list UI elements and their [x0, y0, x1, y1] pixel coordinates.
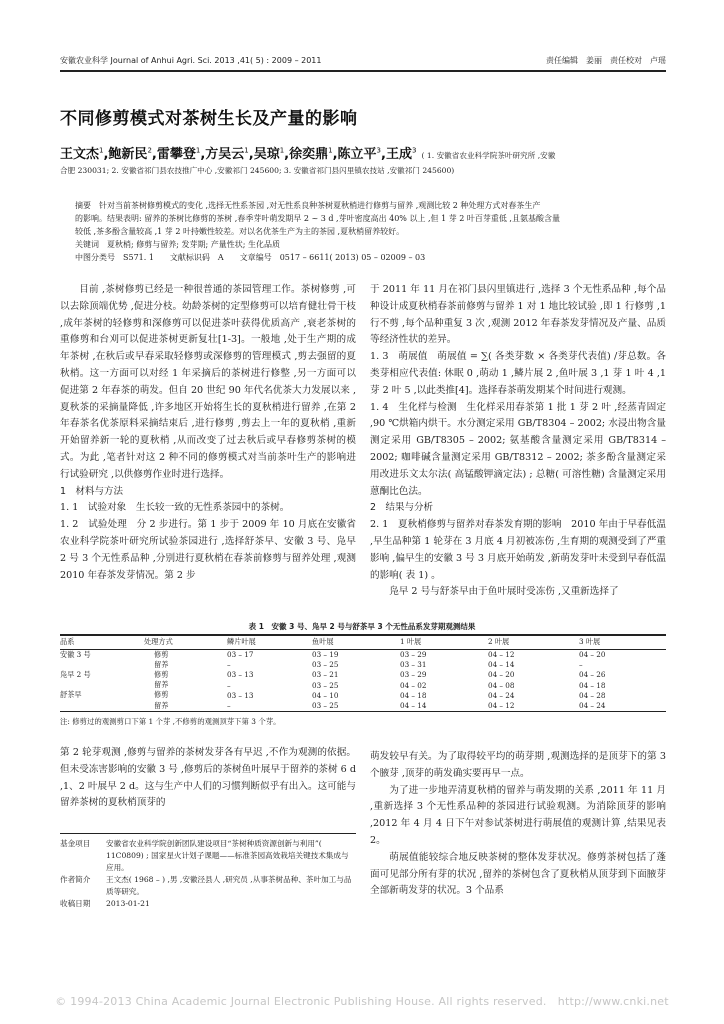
table-cell [60, 680, 144, 690]
footnote-rule [60, 833, 356, 834]
paragraph: 凫早 2 号与舒茶早由于鱼叶展时受冻伤 ,又重新选择了 [389, 586, 619, 598]
affiliation-start: ( 1. 安徽省农业科学院茶叶研究所 ,安徽 [421, 151, 556, 160]
table-header-cell: 品系 [60, 636, 144, 650]
table-row [60, 660, 666, 670]
table-cell: 03 – 21 [312, 670, 339, 680]
table-cell: – [227, 660, 231, 670]
table-cell: 舒茶早 [60, 690, 82, 700]
running-header-editors: 责任编辑 姜丽 责任校对 卢瑶 [546, 56, 666, 65]
table-header-cell: 3 叶展 [579, 636, 666, 650]
table-header-cell: 2 叶展 [488, 636, 579, 650]
table-bottom-rule [60, 711, 666, 713]
table-cell: 04 – 10 [312, 690, 339, 700]
paragraph: 1. 2 试验处理 分 2 步进行。第 1 步于 2009 年 10 月底在安徽省农业科学院茶叶研究所试验茶园进行 ,选择舒茶早、安徽 3 号、凫早 2 号 3 个无性系品种 ,分别进行夏秋梢在春茶前修剪与留养处理 ,观测 2010 年春茶发芽情况。第 2 步 [60, 519, 356, 581]
table-cell: 03 – 25 [312, 701, 339, 711]
table-cell: 04 – 12 [488, 701, 515, 711]
paragraph: 萌展值能较综合地反映茶树的整体发芽状况。修剪茶树包括了蓬面可见部分所有芽的状况 ,留养的茶树包含了夏秋梢从顶芽到下面腋芽全部新萌发芽的状况。3 个品系 [370, 851, 666, 897]
footnote-text: 安徽省农业科学院创新团队建设项目“茶树种质资源创新与利用”( 11C0809) ; 国家星火计划子课题——标准茶园高效栽培关键技术集成与应用。 [106, 839, 349, 872]
author-affiliation-marker: 1 [279, 146, 285, 155]
author-affiliation-marker: 3 [376, 146, 382, 155]
table-row [60, 670, 666, 680]
table-cell: 修剪 [154, 690, 169, 700]
table-cell: 03 – 17 [227, 650, 254, 660]
paragraph: 于 2011 年 11 月在祁门县闪里镇进行 ,选择 3 个无性系品种 ,每个品种设计成夏秋梢春茶前修剪与留养 1 对 1 地比较试验 ,即 1 行修剪 ,1 行不剪 ,每个品种重复 3 次 ,观测 2012 年春茶发芽情况及产量、品质等经济性状的差异。 [370, 284, 666, 346]
footnote-item [60, 838, 356, 874]
table-cell: 03 – 29 [400, 650, 427, 660]
table-cell: 04 – 18 [400, 690, 427, 700]
abstract [75, 199, 665, 264]
abstract-line: 的影响。结果表明: 留养的茶树比修剪的茶树 ,春季芽叶萌发期早 2 ~ 3 d ,芽叶密度高出 40% 以上 ,但 1 芽 2 叶百芽重低 ,且氨基酸含量 [75, 214, 560, 223]
paragraph: 第 2 轮芽观测 ,修剪与留养的茶树发芽各有早迟 ,不作为观测的依据。但未受冻害影响的安徽 3 号 ,修剪后的茶树鱼叶展早于留养的茶树 6 d ,1、2 叶展早 2 d。这与生产中人们的习惯判断似乎有出入。这可能与留养茶树的夏秋梢顶芽的 [60, 747, 356, 809]
running-header-journal: 安徽农业科学 Journal of Anhui Agri. Sci. 2013 ,41( 5) : 2009 – 2011 [60, 56, 322, 65]
author-affiliation-marker: 1 [328, 146, 333, 155]
author-name: ,王成 [381, 147, 412, 162]
author-name: ,徐奕鼎 [284, 147, 329, 162]
author-list [60, 147, 416, 162]
table-cell: 04 – 24 [488, 690, 515, 700]
affiliation-line: 合肥 230031; 2. 安徽省祁门县农技推广中心 ,安徽祁门 245600; 3. 安徽省祁门县闪里镇农技站 ,安徽祁门 245600) [60, 166, 455, 175]
footnote-item [60, 874, 356, 898]
author-affiliation-marker: 1 [99, 146, 104, 155]
body-right-bottom [370, 749, 666, 900]
article-title: 不同修剪模式对茶树生长及产量的影响 [60, 109, 358, 129]
table-cell: 留养 [154, 700, 169, 710]
table-cell: 留养 [154, 659, 169, 669]
footnote-text: 王文杰( 1968 – ) ,男 ,安徽泾县人 ,研究员 ,从事茶树品种、茶叶加工与品质等研究。 [106, 875, 352, 896]
table-cell: 03 – 25 [312, 660, 339, 670]
table-row [60, 700, 666, 710]
table-header-cell: 鳞片叶展 [227, 636, 312, 650]
paragraph: 1. 3 萌展值 萌展值 = ∑( 各类芽数 × 各类芽代表值) /芽总数。各类芽相应代表值: 休眠 0 ,萌动 1 ,鳞片展 2 ,鱼叶展 3 ,1 芽 1 叶 4 ,1 芽 2 叶 5 ,以此类推[4]。选择春茶萌发期某个时间进行观测。 [370, 351, 666, 396]
footnote-text: 2013-01-21 [106, 899, 150, 908]
footnote-label: 基金项目 [60, 839, 91, 848]
table-cell: – [227, 680, 231, 690]
table-cell: 04 – 14 [400, 701, 427, 711]
footnote-label: 收稿日期 [60, 899, 91, 908]
table-row [60, 680, 666, 690]
author-affiliation-marker: 2 [147, 146, 152, 155]
author-name: ,雷攀登 [151, 147, 196, 162]
keywords: 关键词 夏秋梢; 修剪与留养; 发芽期; 产量性状; 生化品质 [75, 240, 280, 249]
body-right-column [370, 282, 666, 601]
author-name: ,鲍新民 [103, 147, 148, 162]
section-heading: 2 结果与分析 [370, 502, 434, 514]
table-header-cell: 1 叶展 [400, 636, 488, 650]
table-cell: 安徽 3 号 [60, 649, 91, 659]
paragraph: 目前 ,茶树修剪已经是一种很普通的茶园管理工作。茶树修剪 ,可以去除顶端优势 ,促进分枝。幼龄茶树的定型修剪可以培育健壮骨干枝 ,成年茶树的轻修剪和深修剪可以促进茶叶获得优质高产 ,衰老茶树的重修剪和台刈可以促进茶树更新复壮[1-3]。一般地 ,处于生产期的成年茶树 ,在秋后或早春采取轻修剪或深修剪的管理模式 ,剪去强留的夏秋梢。这一方面可以对经 1 年采摘后的茶树进行修整 ,另一方面可以促进第 2 年春茶的萌发。但自 20 世纪 90 年代名优茶大力发展以来 ,夏秋茶的采摘量降低 ,许多地区开始将生长的夏秋梢进行留养 ,在第 2 年春茶名优茶原料采摘结束后 ,进行修剪 ,剪去上一年的夏秋梢 ,重新开始留养新一轮的夏秋梢 ,从而改变了过去秋后或早春修剪茶树的模式。为此 ,笔者针对这 2 种不同的修剪模式对当前茶叶生产的影响进行试验研究 ,以供修剪作业时进行选择。 [60, 284, 356, 480]
table-cell [60, 660, 144, 670]
paragraph: 为了进一步地弄清夏秋梢的留养与萌发期的关系 ,2011 年 11 月 ,重新选择 3 个无性系品种的茶园进行试验观测。为消除顶芽的影响 ,2012 年 4 月 4 日下午对参试茶树进行萌展值的观测计算 ,结果见表 2。 [370, 784, 666, 846]
table-cell: 03 – 19 [312, 650, 339, 660]
table-cell: 03 – 13 [227, 670, 254, 680]
author-affiliation-marker: 1 [244, 146, 249, 155]
table-cell: 03 – 29 [400, 670, 427, 680]
table-cell: 03 – 13 [227, 690, 254, 700]
author-affiliation-marker: 1 [195, 146, 201, 155]
table-cell: 04 – 24 [579, 701, 606, 711]
paragraph: 1. 4 生化样与检测 生化样采用春茶第 1 批 1 芽 2 叶 ,经蒸青固定 ,90 ℃烘箱内烘干。水分测定采用 GB/T8304 – 2002; 水浸出物含量测定采用 GB/T8305 – 2002; 氨基酸含量测定采用 GB/T8314 – 2002; 咖啡碱含量测定采用 GB/T8312 – 2002; 茶多酚含量测定采用改进乐文太尔法( 高锰酸钾滴定法) ; 总糖( 可溶性糖) 含量测定采用蒽酮比色法。 [370, 401, 666, 497]
body-left-bottom [60, 745, 356, 812]
paragraph: 1. 1 试验对象 生长较一致的无性系茶园中的茶树。 [60, 502, 290, 514]
table-note: 注: 修剪过的观测剪口下第 1 个芽 ,不修剪的观测顶芽下第 3 个芽。 [60, 717, 281, 727]
table-cell: 04 – 18 [579, 680, 606, 690]
header-rule [60, 70, 666, 72]
table-cell: 修剪 [154, 649, 169, 659]
table-row [60, 690, 666, 700]
author-name: ,方吴云 [200, 147, 245, 162]
table-cell: 留养 [154, 680, 169, 690]
table-cell: 04 – 20 [579, 650, 606, 660]
table-cell: 03 – 25 [312, 680, 339, 690]
author-name: 王文杰 [60, 147, 100, 162]
footnote-label: 作者简介 [60, 875, 91, 884]
section-heading: 1 材料与方法 [60, 485, 124, 497]
table-cell: 04 – 12 [488, 650, 515, 660]
author-affiliation-marker: 3 [411, 146, 417, 155]
table-cell: 04 – 08 [488, 680, 515, 690]
table-header-cell: 鱼叶展 [312, 636, 400, 650]
table-cell [60, 700, 144, 710]
author-name: ,陈立平 [332, 147, 377, 162]
table-header-row [60, 636, 666, 650]
author-line [60, 143, 555, 162]
author-name: ,吴琼 [248, 147, 280, 162]
abstract-line: 较低 ,茶多酚含量较高 ,1 芽 2 叶持嫩性较差。对以名优茶生产为主的茶园 ,夏秋梢留养较好。 [75, 227, 405, 236]
table-cell: 凫早 2 号 [60, 669, 91, 679]
table-cell: 04 – 20 [488, 670, 515, 680]
table-cell: 04 – 02 [400, 680, 427, 690]
table-cell: – [579, 660, 583, 670]
body-left-column [60, 282, 356, 584]
paragraph: 萌发较早有关。为了取得较平均的萌芽期 ,观测选择的是顶芽下的第 3 个腋芽 ,顶芽的萌发确实要再早一点。 [370, 751, 666, 779]
table-header-cell: 处理方式 [144, 636, 227, 650]
classification-numbers: 中图分类号 S571. 1 文献标识码 A 文章编号 0517 – 6611( 2013) 05 – 02009 – 03 [75, 253, 426, 262]
table-cell: 04 – 26 [579, 670, 606, 680]
table-row [60, 649, 666, 660]
footnote-item [60, 898, 356, 910]
abstract-line: 摘要 针对当前茶树修剪模式的变化 ,选择无性系茶园 ,对无性系良种茶树夏秋梢进行修剪与留养 ,观测比较 2 种处理方式对春茶生产 [75, 201, 541, 210]
table-1 [60, 634, 666, 727]
table-cell: 修剪 [154, 669, 169, 679]
footnote-block [60, 838, 356, 910]
table-caption: 表 1 安徽 3 号、凫早 2 号与舒茶早 3 个无性品系发芽期观测结果 [248, 622, 476, 631]
table-cell: 04 – 28 [579, 690, 606, 700]
table-cell: 03 – 31 [400, 660, 427, 670]
paragraph: 2. 1 夏秋梢修剪与留养对春茶发育期的影响 2010 年由于早春低温 ,早生品种第 1 轮芽在 3 月底 4 月初被冻伤 ,生育期的观测受到了严重影响 ,偏早生的安徽 3 号 3 月底开始萌发 ,新萌发芽叶未受到早春低温的影响( 表 1) 。 [370, 519, 666, 581]
table-cell: – [227, 701, 231, 711]
table-cell: 04 – 14 [488, 660, 515, 670]
copyright-footer: © 1994-2013 China Academic Journal Electronic Publishing House. All rights reserved. http://www.cnki.net [55, 995, 669, 1008]
